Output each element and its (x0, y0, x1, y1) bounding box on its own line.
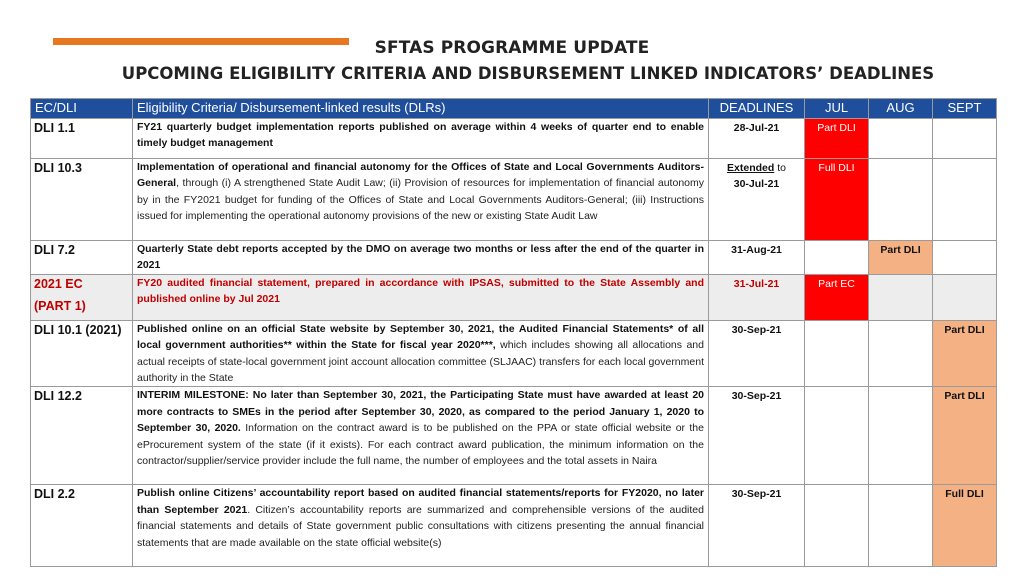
cell-jul: Part EC (805, 274, 869, 320)
row-deadline: 30-Sep-21 (709, 387, 805, 485)
deadlines-table (30, 98, 997, 567)
criteria-bold: FY20 audited financial statement, prepared in accordance with IPSAS, submitted to the State Assembly and published online by Jul 2021 (137, 276, 704, 306)
row-criteria (133, 274, 709, 320)
row-deadline: 30-Sep-21 (709, 320, 805, 387)
col-header-deadlines: DEADLINES (709, 99, 805, 119)
criteria-bold: Quarterly State debt reports accepted by the DMO on average two months or less after the end of the quarter in 2021 (137, 243, 704, 272)
cell-aug (869, 119, 933, 159)
cell-sept (933, 119, 997, 159)
page-subtitle: UPCOMING ELIGIBILITY CRITERIA AND DISBURSEMENT LINKED INDICATORS’ DEADLINES (121, 64, 935, 83)
extended-label: Extended (727, 162, 775, 174)
cell-aug (869, 274, 933, 320)
row-criteria (133, 485, 709, 567)
page-title: SFTAS PROGRAMME UPDATE (374, 38, 650, 58)
table-row (31, 274, 997, 320)
criteria-text: Information on the contract award is to be published on the PPA or state official website or the eProcurement system of the state (if it exists). For each contract award publication, the minimum information on the contractor/supplier/service provider include the full name, the number of employees and the total assets in Naira (137, 422, 704, 468)
row-criteria (133, 241, 709, 275)
cell-sept: Full DLI (933, 485, 997, 567)
cell-aug (869, 387, 933, 485)
col-header-aug: AUG (869, 99, 933, 119)
cell-sept: Part DLI (933, 387, 997, 485)
row-criteria (133, 320, 709, 387)
deadline-date: 30-Jul-21 (733, 178, 780, 191)
cell-sept (933, 274, 997, 320)
criteria-bold: FY21 quarterly budget implementation reports published on average within 4 weeks of quarter end to enable timely budget management (137, 121, 704, 150)
col-header-criteria: Eligibility Criteria/ Disbursement-linked results (DLRs) (133, 99, 709, 119)
row-deadline: 31-Jul-21 (709, 274, 805, 320)
col-header-sept: SEPT (933, 99, 997, 119)
row-id: DLI 1.1 (31, 119, 133, 159)
row-id: DLI 7.2 (31, 241, 133, 275)
cell-jul (805, 485, 869, 567)
criteria-bold: Publish online Citizens’ accountability report based on audited financial statements/reports for FY2020, no later than September 2021 (137, 487, 704, 516)
row-deadline: 31-Aug-21 (709, 241, 805, 275)
cell-aug (869, 159, 933, 241)
row-id: DLI 10.1 (2021) (31, 320, 133, 387)
criteria-text: . Citizen’s accountability reports are summarized and comprehensible versions of the audited financial statements and details of State government public consultations with citizens presenting the annual financial statements that are made available on the state official website(s) (137, 503, 704, 549)
table-row (31, 485, 997, 567)
col-header-jul: JUL (805, 99, 869, 119)
cell-aug (869, 320, 933, 387)
cell-jul (805, 387, 869, 485)
table-row (31, 320, 997, 387)
criteria-text: which includes showing all allocations and actual receipts of state-local government joint account allocation committee (SLJAAC) transfers for each local government authority in the State (137, 339, 704, 385)
row-id: DLI 12.2 (31, 387, 133, 485)
criteria-text: , through (i) A strengthened State Audit Law; (ii) Provision of resources for implementation of financial autonomy by in the FY2021 budget for funding of the Offices of State and Local Governments Auditors-General; (iii) Instructions issued for implementing the operational autonomy provisions of the new or existing State Audit Law (137, 177, 704, 223)
table-row (31, 119, 997, 159)
row-criteria (133, 159, 709, 241)
cell-sept (933, 241, 997, 275)
cell-jul: Part DLI (805, 119, 869, 159)
table-row (31, 241, 997, 275)
row-id: DLI 2.2 (31, 485, 133, 567)
table-header-row (31, 99, 997, 119)
cell-aug (869, 485, 933, 567)
cell-jul (805, 241, 869, 275)
table-row (31, 159, 997, 241)
cell-jul: Full DLI (805, 159, 869, 241)
row-id: DLI 10.3 (31, 159, 133, 241)
cell-sept (933, 159, 997, 241)
criteria-bold: Implementation of operational and financial autonomy for the Offices of State and Local Governments Auditors-General (137, 161, 704, 190)
row-criteria (133, 119, 709, 159)
cell-jul (805, 320, 869, 387)
row-deadline: Extended to 30-Jul-21 (709, 159, 805, 241)
criteria-bold: INTERIM MILESTONE: No later than September 30, 2021, the Participating State must have awarded at least 20 more contracts to SMEs in the period after September 30, 2020, as compared to the period January 1, 2020 to September 30, 2020. (137, 389, 704, 435)
col-header-ec-dli: EC/DLI (31, 99, 133, 119)
table-row (31, 387, 997, 485)
row-deadline: 30-Sep-21 (709, 485, 805, 567)
row-criteria (133, 387, 709, 485)
cell-sept: Part DLI (933, 320, 997, 387)
row-id: 2021 EC (PART 1) (31, 274, 133, 320)
criteria-bold: Published online on an official State website by September 30, 2021, the Audited Financial Statements* of all local government authorities** within the State for fiscal year 2020***, (137, 322, 704, 352)
row-deadline: 28-Jul-21 (709, 119, 805, 159)
cell-aug: Part DLI (869, 241, 933, 275)
